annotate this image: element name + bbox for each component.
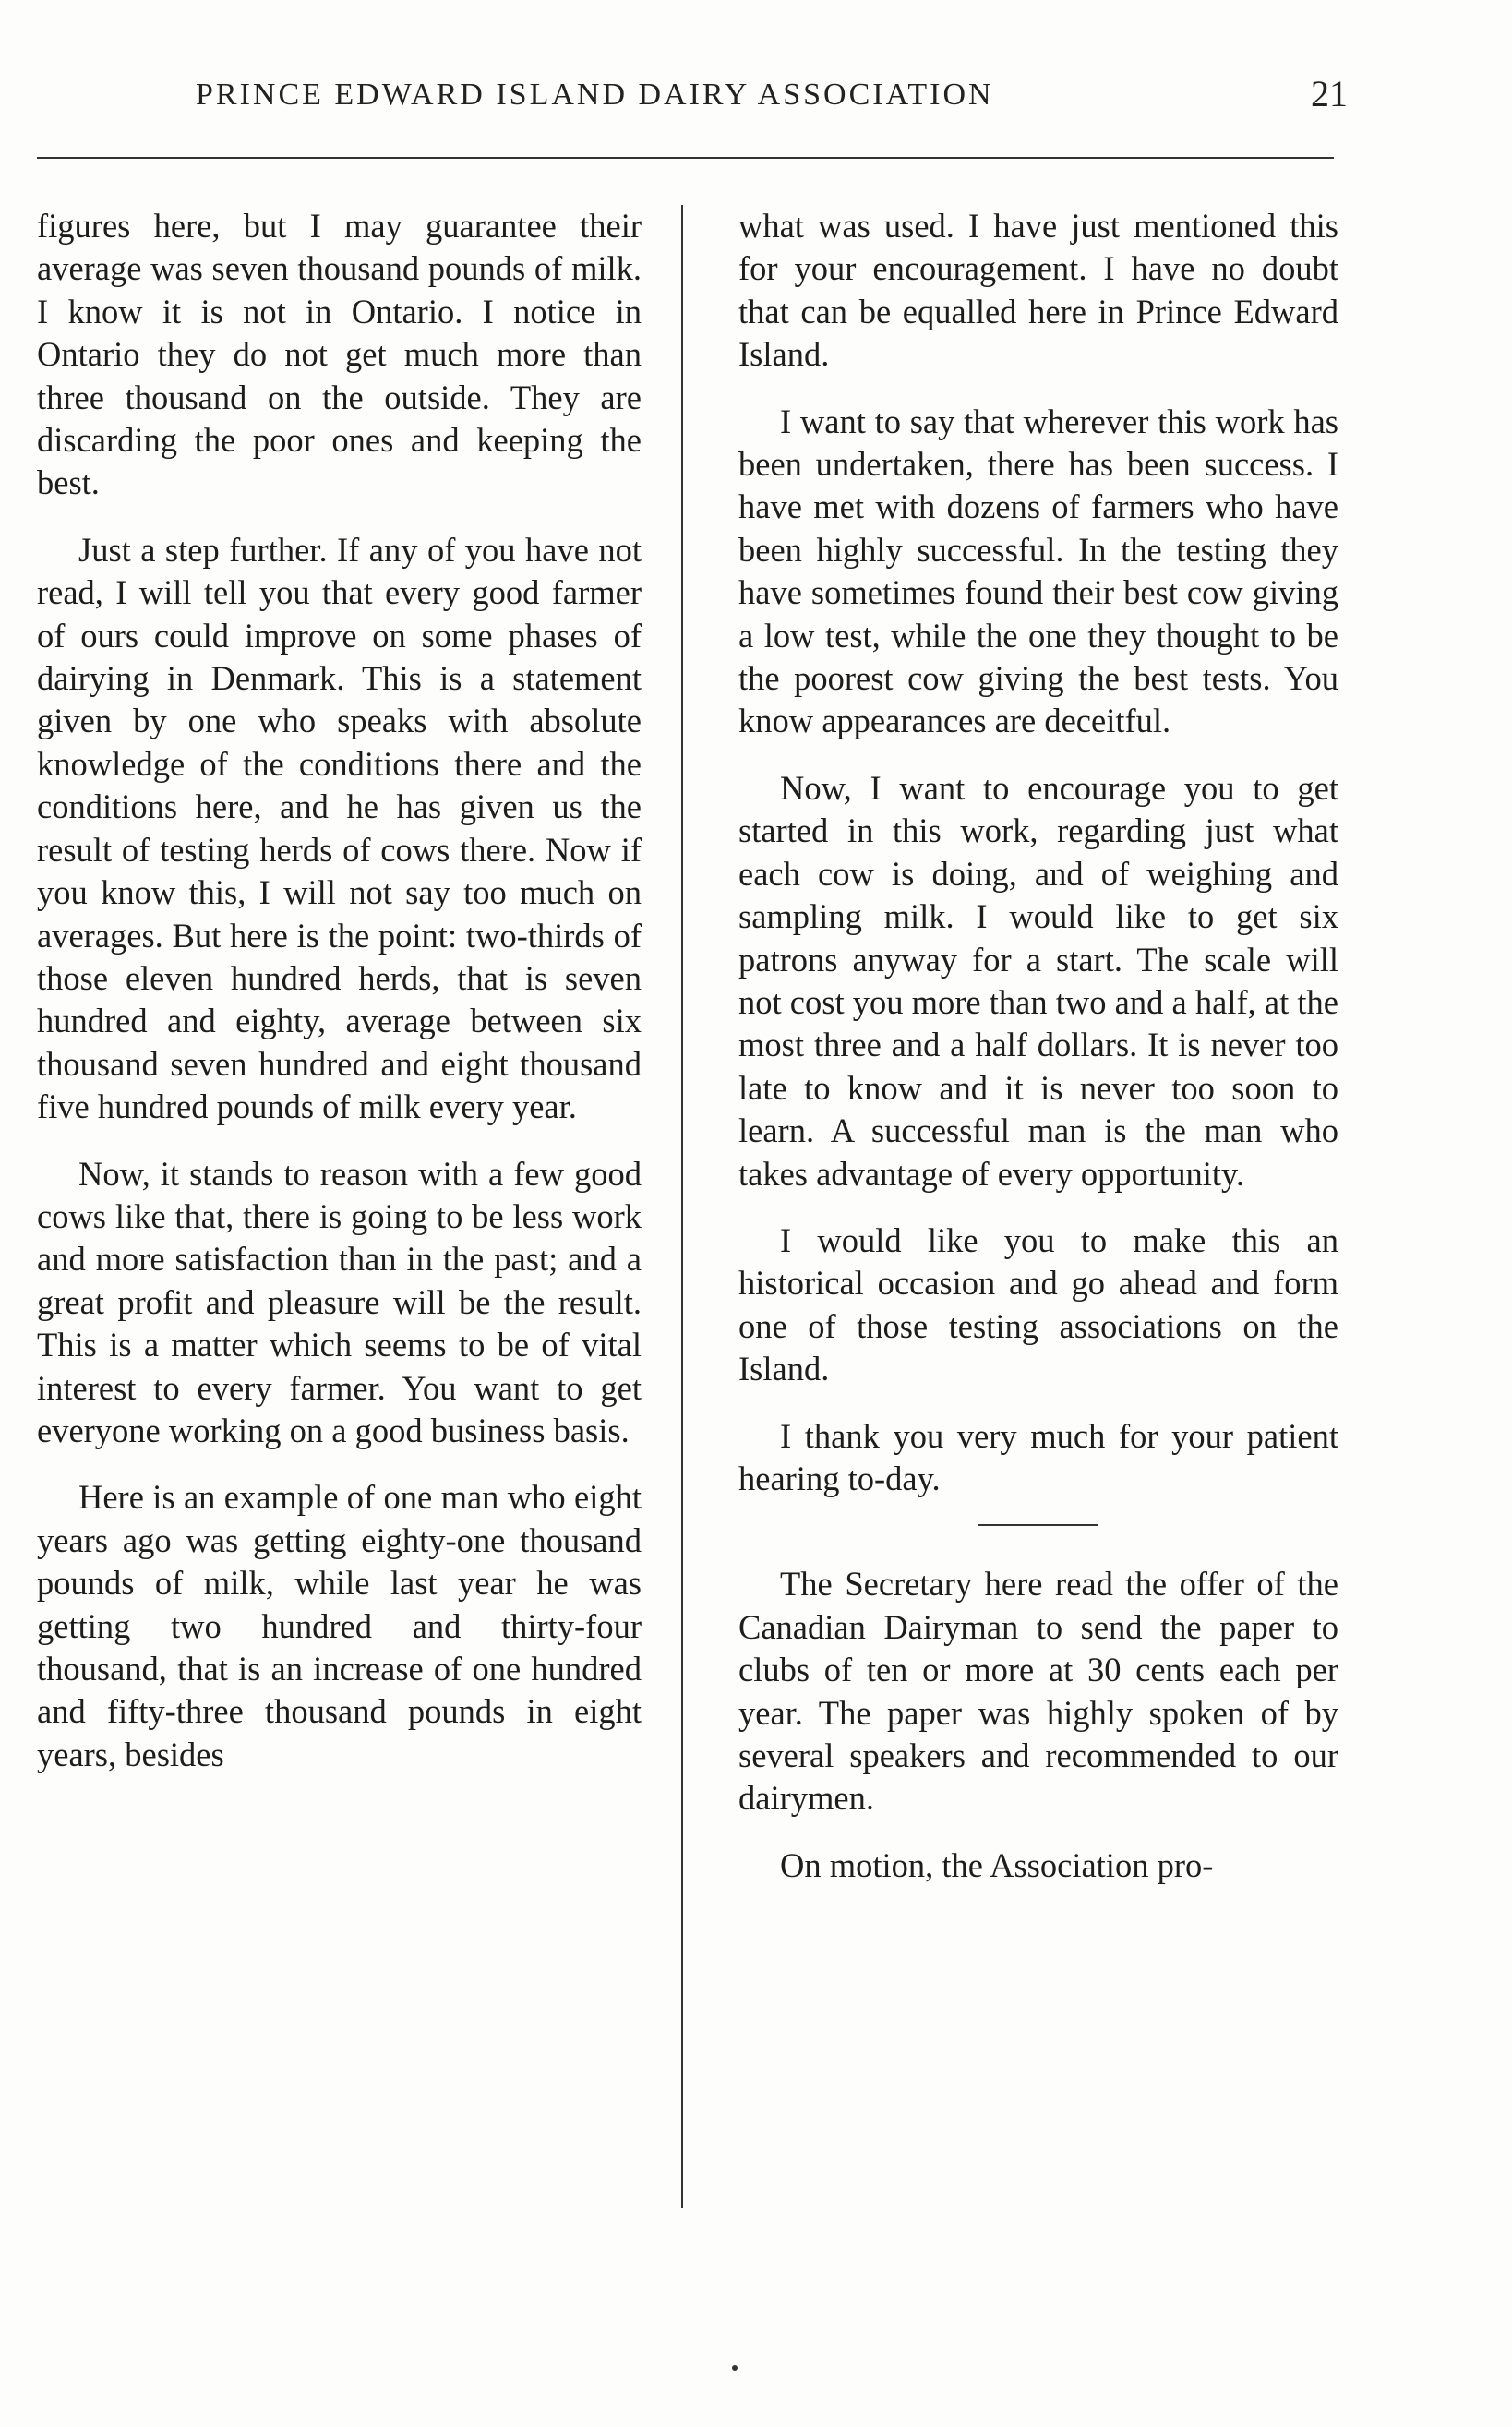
page-number: 21 — [1311, 73, 1348, 114]
right-column — [738, 205, 1338, 1911]
section-break-rule — [978, 1524, 1098, 1526]
right-paragraph-6: The Secretary here read the offer of the Canadian Dairyman to send the paper to clubs of ten or more at 30 cents each per year. The paper was highly spoken of by several speakers and recommended to our dairymen. — [738, 1565, 1338, 1818]
right-paragraph-5: I thank you very much for your patient hearing to-day. — [738, 1416, 1338, 1497]
left-paragraph-4: Here is an example of one man who eight years ago was getting eighty-one thousand pounds of milk, while last year he was getting two hundred and thirty-four thousand, that is an increase of one hundred and fifty-three thousand pounds in eight years, besides — [37, 1478, 642, 1773]
running-header-title: PRINCE EDWARD ISLAND DAIRY ASSOCIATION — [196, 78, 994, 112]
column-divider — [681, 205, 683, 2208]
left-paragraph-2: Just a step further. If any of you have not read, I will tell you that every good farmer of ours could improve on some phases of dairying in Denmark. This is a statement given by one who speaks with absolute knowledge of the conditions there and the conditions here, and he has given us the result of testing herds of cows there. Now if you know this, I will not say too much on averages. But here is the point: two-thirds of those eleven hundred herds, that is seven hundred and eighty, average between six thousand seven hundred and eight thousand five hundred pounds of milk every year. — [37, 530, 642, 1126]
right-paragraph-4: I would like you to make this an historical occasion and go ahead and form one of those testing associations on the Island. — [738, 1220, 1338, 1388]
right-paragraph-7: On motion, the Association pro- — [780, 1845, 1214, 1884]
right-paragraph-3: Now, I want to encourage you to get started in this work, regarding just what each cow is doing, and of weighing and sampling milk. I would like to get six patrons anyway for a start. The scale will not cost you more than two and a half, at the most three and a half dollars. It is never too late to know and it is never too soon to learn. A successful man is the man who takes advantage of every opportunity. — [738, 768, 1338, 1193]
left-paragraph-3: Now, it stands to reason with a few good cows like that, there is going to be less work and more satisfaction than in the past; and a great profit and pleasure will be the result. This is a matter which seems to be of vital interest to every farmer. You want to get everyone working on a good business basis. — [37, 1154, 642, 1449]
right-paragraph-1: what was used. I have just mentioned this for your encouragement. I have no doubt that can be equalled here in Prince Edward Island. — [738, 207, 1338, 374]
left-paragraph-1: figures here, but I may guarantee their average was seven thousand pounds of milk. I know it is not in Ontario. I notice in Ontario they do not get much more than three thousand on the outside. They are discarding the poor ones and keeping the best. — [37, 207, 642, 502]
left-column — [37, 205, 642, 1800]
running-header — [37, 72, 1348, 127]
right-paragraph-2: I want to say that wherever this work has been undertaken, there has been success. I have met with dozens of farmers who have been highly successful. In the testing they have sometimes found their best cow giving a low test, while the one they thought to be the poorest cow giving the best tests. You know appearances are deceitful. — [738, 402, 1338, 740]
header-rule — [37, 157, 1334, 159]
footer-mark — [732, 2365, 738, 2371]
